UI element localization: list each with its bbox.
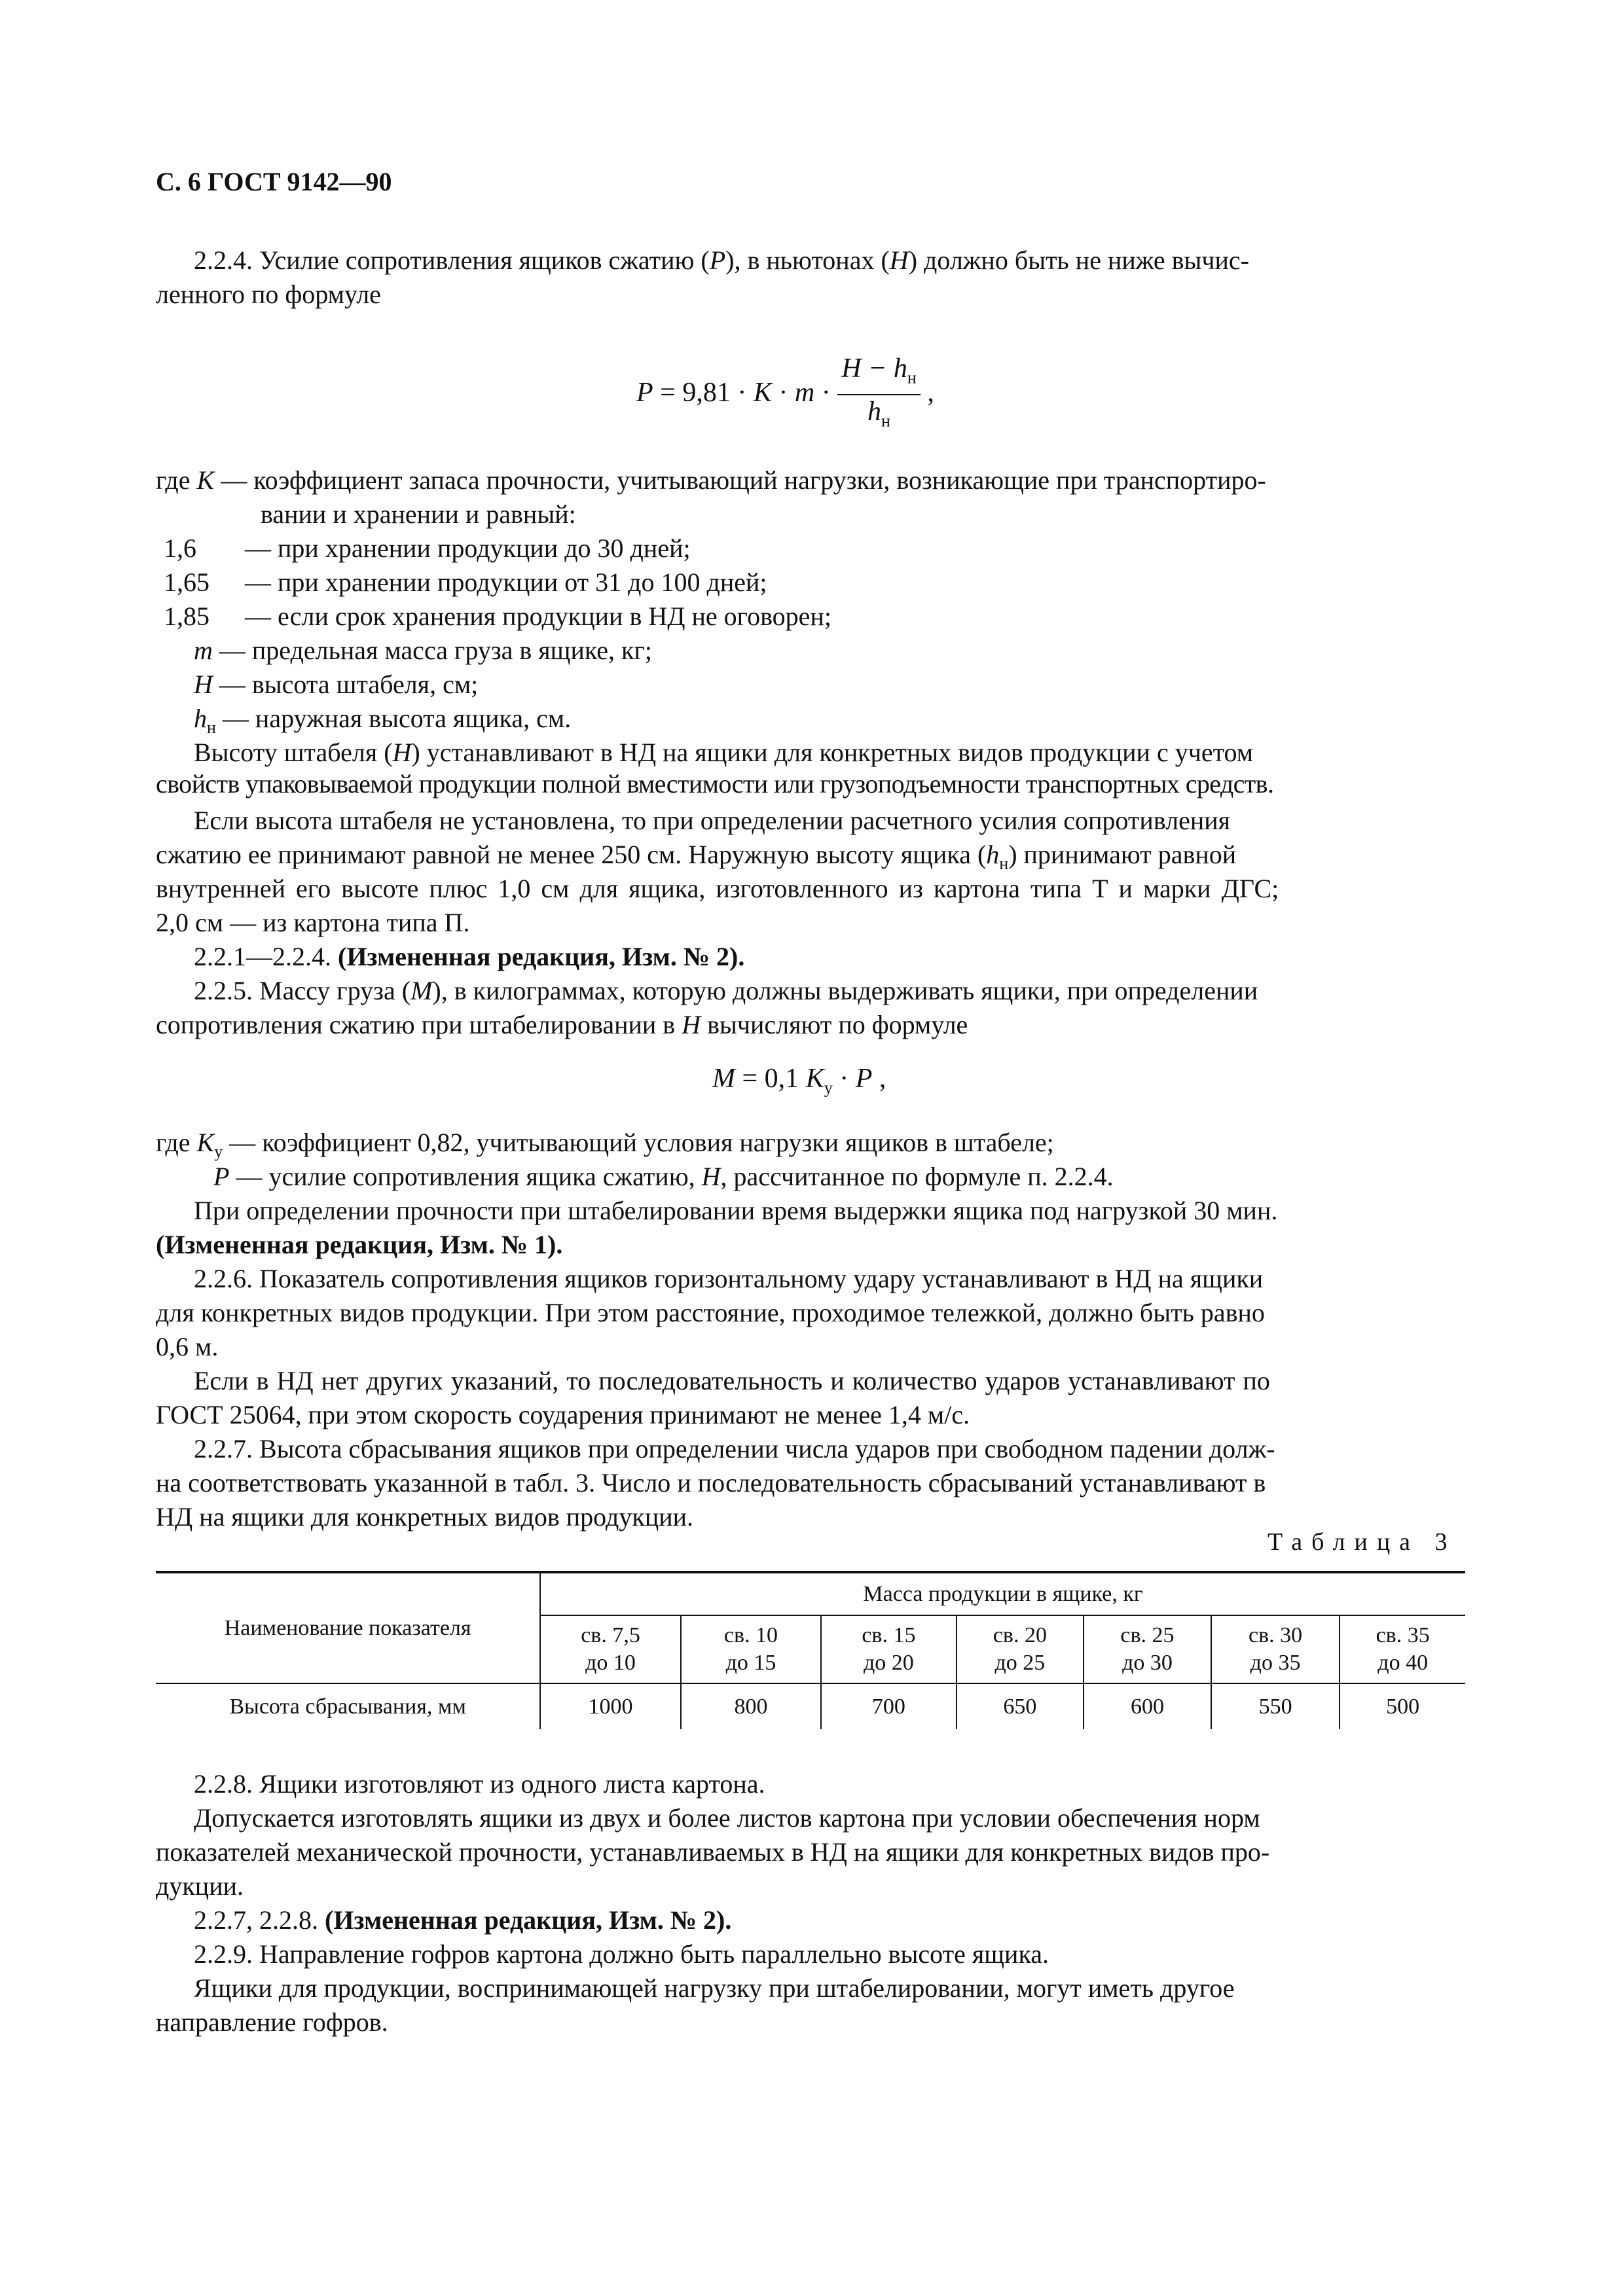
- paragraph-2-2-7-3: НД на ящики для конкретных видов продукции.: [156, 1502, 694, 1532]
- paragraph-2-2-8b-3: дукции.: [156, 1871, 244, 1901]
- table-col-header: св. 10 до 15: [681, 1615, 821, 1683]
- table-header-indicator: Наименование показателя: [156, 1572, 540, 1683]
- table-cell: 800: [681, 1683, 821, 1729]
- table-col-header: св. 7,5 до 10: [540, 1615, 681, 1683]
- paragraph-if-height-1: Если высота штабеля не установлена, то при определении расчетного усилия сопротивления: [194, 806, 1231, 835]
- paragraph-2-2-8b-1: Допускается изготовлять ящики из двух и более листов картона при условии обеспечения норм: [194, 1803, 1260, 1833]
- table-cell: 500: [1340, 1683, 1465, 1729]
- paragraph-2-2-6-1: 2.2.6. Показатель сопротивления ящиков горизонтальному удару устанавливают в НД на ящики: [194, 1264, 1264, 1293]
- where-k-item-2: 1,65 — при хранении продукции от 31 до 100 дней;: [164, 567, 767, 597]
- paragraph-2-2-7-1: 2.2.7. Высота сбрасывания ящиков при определении числа ударов при свободном падении долж-: [194, 1434, 1275, 1463]
- table-header-mass-group: Масса продукции в ящике, кг: [540, 1572, 1465, 1615]
- table-cell: 550: [1211, 1683, 1340, 1729]
- paragraph-hold-time: При определении прочности при штабелировании время выдержки ящика под нагрузкой 30 мин.: [194, 1196, 1278, 1225]
- paragraph-2-2-6-3: 0,6 м.: [156, 1332, 219, 1361]
- where-ky: где $K_у$ — коэффициент 0,82, учитывающий условия нагрузки ящиков в штабеле;: [156, 1128, 1054, 1161]
- table-col-header: св. 25 до 30: [1084, 1615, 1211, 1683]
- paragraph-2-2-7-2: на соответствовать указанной в табл. 3. Число и последовательность сбрасываний устанавливают в: [156, 1468, 1266, 1498]
- formula-fraction: $\frac{H - h_н}{h_н}$: [837, 352, 921, 438]
- amendment-note-1: 2.2.1—2.2.4. (Измененная редакция, Изм. № 2).: [194, 942, 745, 971]
- paragraph-if-height-3: внутренней его высоте плюс 1,0 см для ящика, изготовленного из картона типа Т и марки ДГС;: [156, 874, 1279, 903]
- table-cell: 1000: [540, 1683, 681, 1729]
- where-k-cont: вании и хранении и равный:: [261, 499, 576, 529]
- where-k-item-3: 1,85 — если срок хранения продукции в НД не оговорен;: [164, 601, 831, 631]
- paragraph-2-2-9b-2: направление гофров.: [156, 2007, 388, 2037]
- paragraph-if-height-4: 2,0 см — из картона типа П.: [156, 908, 470, 937]
- where-hn: $h_н$ — наружная высота ящика, см.: [194, 704, 572, 737]
- page-header: С. 6 ГОСТ 9142—90: [156, 167, 392, 196]
- table-caption: Таблица 3: [1267, 1528, 1457, 1556]
- where-k-item-1: 1,6 — при хранении продукции до 30 дней;: [164, 533, 691, 563]
- formula-load-mass: M = 0,1 $K_у \cdot P$ ,: [712, 1064, 886, 1098]
- paragraph-stack-height-cont: свойств упаковываемой продукции полной вместимости или грузоподъемности транспортных средств.: [156, 769, 1274, 798]
- paragraph-2-2-8: 2.2.8. Ящики изготовляют из одного листа картона.: [194, 1769, 765, 1799]
- paragraph-stack-height: Высоту штабеля (H) устанавливают в НД на ящики для конкретных видов продукции с учетом: [194, 738, 1254, 767]
- paragraph-2-2-6b-1: Если в НД нет других указаний, то последовательность и количество ударов устанавливают по: [194, 1366, 1270, 1395]
- table-row-label: Высота сбрасывания, мм: [156, 1683, 540, 1729]
- paragraph-2-2-5-cont: сопротивления сжатию при штабелировании в H вычисляют по формуле: [156, 1010, 968, 1039]
- table-cell: 650: [957, 1683, 1084, 1729]
- table-3: [156, 1571, 1465, 1729]
- paragraph-2-2-8b-2: показателей механической прочности, устанавливаемых в НД на ящики для конкретных видов про-: [156, 1837, 1270, 1867]
- paragraph-2-2-9b-1: Ящики для продукции, воспринимающей нагрузку при штабелировании, могут иметь другое: [194, 1973, 1235, 2003]
- paragraph-2-2-9: 2.2.9. Направление гофров картона должно быть параллельно высоте ящика.: [194, 1939, 1049, 1969]
- paragraph-2-2-6-2: для конкретных видов продукции. При этом расстояние, проходимое тележкой, должно быть равно: [156, 1298, 1265, 1327]
- paragraph-2-2-5: 2.2.5. Массу груза (M), в килограммах, которую должны выдерживать ящики, при определении: [194, 976, 1258, 1005]
- paragraph-2-2-4-cont: ленного по формуле: [156, 279, 381, 309]
- table-cell: 700: [821, 1683, 956, 1729]
- table-col-header: св. 15 до 20: [821, 1615, 956, 1683]
- paragraph-if-height-2: сжатию ее принимают равной не менее 250 см. Наружную высоту ящика $(h_н)$ принимают равной: [156, 840, 1237, 873]
- paragraph-2-2-6b-2: ГОСТ 25064, при этом скорость соударения принимают не менее 1,4 м/с.: [156, 1400, 970, 1429]
- amendment-note-3: 2.2.7, 2.2.8. (Измененная редакция, Изм. № 2).: [194, 1905, 732, 1935]
- formula-compression-force: P = 9,81 · K · m · $\frac{H - h_н}{h_н}$ ,: [636, 352, 934, 438]
- table-col-header: св. 30 до 35: [1211, 1615, 1340, 1683]
- table-col-header: св. 20 до 25: [957, 1615, 1084, 1683]
- where-h: H — высота штабеля, см;: [194, 670, 479, 699]
- amendment-note-2: (Измененная редакция, Изм. № 1).: [156, 1230, 563, 1259]
- table-col-header: св. 35 до 40: [1340, 1615, 1465, 1683]
- table-row: [156, 1683, 1465, 1729]
- where-p: P — усилие сопротивления ящика сжатию, H, рассчитанное по формуле п. 2.2.4.: [213, 1162, 1114, 1191]
- where-m: m — предельная масса груза в ящике, кг;: [194, 636, 653, 665]
- paragraph-2-2-4: 2.2.4. Усилие сопротивления ящиков сжатию (P), в ньютонах (H) должно быть не ниже вычис-: [194, 245, 1249, 275]
- where-k: где K — коэффициент запаса прочности, учитывающий нагрузки, возникающие при транспортиро-: [156, 465, 1266, 495]
- table-cell: 600: [1084, 1683, 1211, 1729]
